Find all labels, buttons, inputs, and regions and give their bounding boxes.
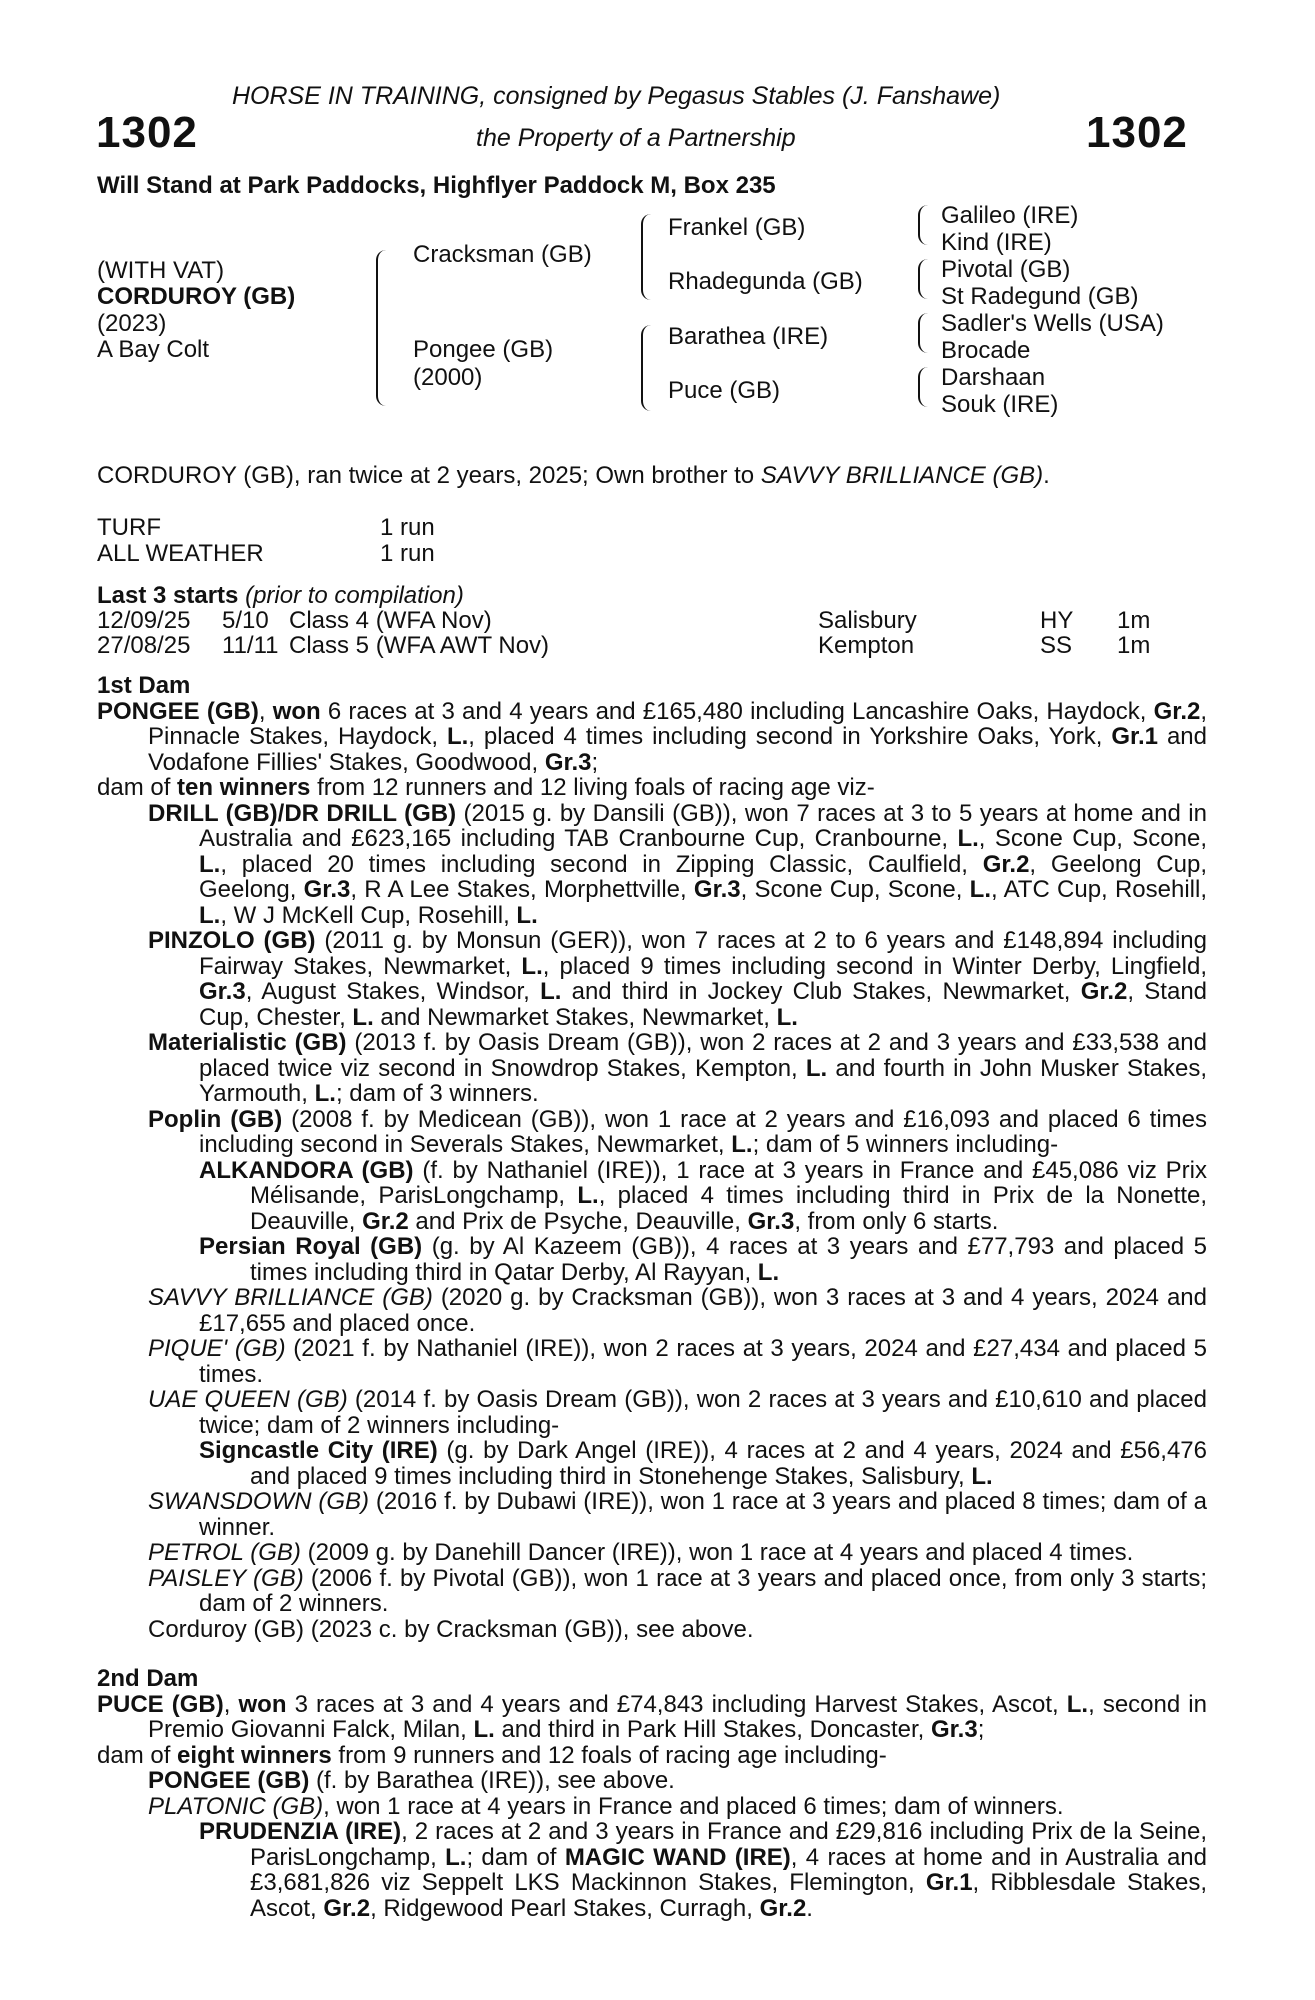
dam-sire: Barathea (IRE) <box>668 323 829 350</box>
sire-dam-sire: Pivotal (GB) <box>941 256 1071 283</box>
dam-dam-sire: Darshaan <box>941 364 1046 391</box>
dam-sire-sire: Sadler's Wells (USA) <box>941 310 1164 337</box>
sire-sire-dam: Kind (IRE) <box>941 229 1052 256</box>
produce-savvy-brilliance: SAVVY BRILLIANCE (GB) (2020 g. by Cracksman (GB)), won 3 races at 3 and 4 years, 2024 and £17,655 and placed once. <box>148 1284 1207 1337</box>
first-dam-paragraph: PONGEE (GB), won 6 races at 3 and 4 years and £165,480 including Lancashire Oaks, Haydock, Gr.2, Pinnacle Stakes, Haydock, L., placed 4 times including second in Yorkshire Oaks, York, Gr.1 and Vodafone Fillies' Stakes, Goodwood, Gr.3; <box>97 697 1208 776</box>
produce-pongee: PONGEE (GB) (f. by Barathea (IRE)), see above. <box>148 1767 675 1794</box>
first-dam-section <box>97 673 1207 1642</box>
sire-sire: Frankel (GB) <box>668 214 806 241</box>
bracket-dd <box>918 367 930 407</box>
pedigree-bracket-main <box>376 250 388 406</box>
pedigree-bracket-dam <box>641 325 653 411</box>
sire-sire-sire: Galileo (IRE) <box>941 202 1079 229</box>
record-aw-runs: 1 run <box>380 540 435 567</box>
summary-line: CORDUROY (GB), ran twice at 2 years, 2025; Own brother to SAVVY BRILLIANCE (GB). <box>97 462 1050 489</box>
produce-persian-royal: Persian Royal (GB) (g. by Al Kazeem (GB)), 4 races at 3 years and £77,793 and placed 5 times including third in Qatar Derby, Al Rayyan, L. <box>199 1233 1208 1286</box>
first-dam-heading: 1st Dam <box>97 672 191 699</box>
start-race: Class 5 (WFA AWT Nov) <box>289 632 550 659</box>
pedigree-bracket-sire <box>641 214 653 300</box>
start-race: Class 4 (WFA Nov) <box>289 607 492 634</box>
produce-uae-queen: UAE QUEEN (GB) (2014 f. by Oasis Dream (GB)), won 2 races at 3 years and £10,610 and placed twice; dam of 2 winners including- <box>148 1386 1207 1439</box>
dam-dam: Puce (GB) <box>668 377 781 404</box>
produce-pique: PIQUE' (GB) (2021 f. by Nathaniel (IRE)), won 2 races at 3 years, 2024 and £27,434 and placed 5 times. <box>148 1335 1208 1388</box>
start-course: Kempton <box>818 632 915 659</box>
produce-signcastle-city: Signcastle City (IRE) (g. by Dark Angel (IRE)), 4 races at 2 and 4 years, 2024 and £56,476 and placed 9 times including third in Stonehenge Stakes, Salisbury, L. <box>199 1437 1208 1490</box>
second-dam-paragraph: PUCE (GB), won 3 races at 3 and 4 years and £74,843 including Harvest Stakes, Ascot, L., second in Premio Giovanni Falck, Milan, L. and third in Park Hill Stakes, Doncaster, Gr.3; <box>97 1690 1207 1743</box>
start-date: 12/09/25 <box>97 607 191 634</box>
produce-prudenzia: PRUDENZIA (IRE), 2 races at 2 and 3 years in France and £29,816 including Prix de la Seine, ParisLongchamp, L.; dam of MAGIC WAND (IRE), 4 races at home and in Australia and £3,681,826 viz Seppelt LKS Mackinnon Stakes, Flemington, Gr.1, Ribblesdale Stakes, Ascot, Gr.2, Ridgewood Pearl Stakes, Curragh, Gr.2. <box>199 1818 1208 1922</box>
horse-description: A Bay Colt <box>97 336 210 363</box>
sire: Cracksman (GB) <box>413 241 592 268</box>
dam-year: (2000) <box>413 364 483 391</box>
produce-platonic: PLATONIC (GB), won 1 race at 4 years in France and placed 6 times; dam of winners. <box>148 1792 1064 1820</box>
produce-poplin: Poplin (GB) (2008 f. by Medicean (GB)), won 1 race at 2 years and £16,093 and placed 6 times including second in Severals Stakes, Newmarket, L.; dam of 5 winners including- <box>148 1105 1208 1158</box>
produce-paisley: PAISLEY (GB) (2006 f. by Pivotal (GB)), won 1 race at 3 years and placed once, from only 3 starts; dam of 2 winners. <box>148 1564 1207 1617</box>
horse-name: CORDUROY (GB) <box>97 283 296 310</box>
start-course: Salisbury <box>818 607 917 634</box>
record-turf-runs: 1 run <box>380 514 435 541</box>
produce-alkandora: ALKANDORA (GB) (f. by Nathaniel (IRE)), 1 race at 3 years in France and £45,086 viz Prix Mélisande, ParisLongchamp, L., placed 4 times including third in Prix de la Nonette, Deauville, Gr.2 and Prix de Psyche, Deauville, Gr.3, from only 6 starts. <box>199 1156 1208 1235</box>
property-line: the Property of a Partnership <box>476 124 796 152</box>
first-dam-produce-summary: dam of ten winners from 12 runners and 12 living foals of racing age viz- <box>97 774 875 801</box>
sire-dam-dam: St Radegund (GB) <box>941 283 1139 310</box>
sibling-link: SAVVY BRILLIANCE (GB) <box>760 462 1044 489</box>
record-aw-label: ALL WEATHER <box>97 540 264 567</box>
start-going: HY <box>1040 607 1074 634</box>
produce-pinzolo: PINZOLO (GB) (2011 g. by Monsun (GER)), won 7 races at 2 to 6 years and £148,894 including Fairway Stakes, Newmarket, L., placed 9 times including second in Winter Derby, Lingfield, Gr.3, August Stakes, Windsor, L. and third in Jockey Club Stakes, Newmarket, Gr.2, Stand Cup, Chester, L. and Newmarket Stakes, Newmarket, L. <box>148 927 1208 1031</box>
second-dam-section <box>97 1666 1207 1921</box>
start-date: 27/08/25 <box>97 632 191 659</box>
dam-sire-dam: Brocade <box>941 337 1031 364</box>
lot-number-right: 1302 <box>1086 108 1188 157</box>
horse-year: (2023) <box>97 310 167 337</box>
second-dam-heading: 2nd Dam <box>97 1665 199 1692</box>
bracket-sd <box>918 259 930 299</box>
bracket-ss <box>918 205 930 245</box>
start-distance: 1m <box>1117 607 1151 634</box>
record-turf-label: TURF <box>97 514 161 541</box>
start-position: 11/11 <box>222 632 279 659</box>
dam: Pongee (GB) <box>413 336 554 363</box>
consignor-line: HORSE IN TRAINING, consigned by Pegasus Stables (J. Fanshawe) <box>232 82 1001 110</box>
produce-swansdown: SWANSDOWN (GB) (2016 f. by Dubawi (IRE)), won 1 race at 3 years and placed 8 times; dam of a winner. <box>148 1488 1207 1541</box>
last-starts-heading: Last 3 starts (prior to compilation) <box>97 582 464 609</box>
start-position: 5/10 <box>222 607 269 634</box>
dam-dam-dam: Souk (IRE) <box>941 391 1059 418</box>
lot-number-left: 1302 <box>96 108 198 157</box>
second-dam-produce-summary: dam of eight winners from 9 runners and 12 foals of racing age including- <box>97 1741 887 1769</box>
bracket-ds <box>918 313 930 353</box>
produce-drill: DRILL (GB)/DR DRILL (GB) (2015 g. by Dansili (GB)), won 7 races at 3 to 5 years at home and in Australia and £623,165 including TAB Cranbourne Cup, Cranbourne, L., Scone Cup, Scone, L., placed 20 times including second in Zipping Classic, Caulfield, Gr.2, Geelong Cup, Geelong, Gr.3, R A Lee Stakes, Morphettville, Gr.3, Scone Cup, Scone, L., ATC Cup, Rosehill, L., W J McKell Cup, Rosehill, L. <box>148 799 1208 929</box>
produce-petrol: PETROL (GB) (2009 g. by Danehill Dancer (IRE)), won 1 race at 4 years and placed 4 times. <box>148 1539 1134 1566</box>
vat-note: (WITH VAT) <box>97 257 225 284</box>
sire-dam: Rhadegunda (GB) <box>668 268 863 295</box>
start-going: SS <box>1040 632 1073 659</box>
start-distance: 1m <box>1117 632 1151 659</box>
stand-location: Will Stand at Park Paddocks, Highflyer Paddock M, Box 235 <box>97 172 776 199</box>
produce-corduroy: Corduroy (GB) (2023 c. by Cracksman (GB)), see above. <box>148 1615 754 1643</box>
produce-materialistic: Materialistic (GB) (2013 f. by Oasis Dream (GB)), won 2 races at 2 and 3 years and £33,538 and placed twice viz second in Snowdrop Stakes, Kempton, L. and fourth in John Musker Stakes, Yarmouth, L.; dam of 3 winners. <box>148 1029 1208 1107</box>
